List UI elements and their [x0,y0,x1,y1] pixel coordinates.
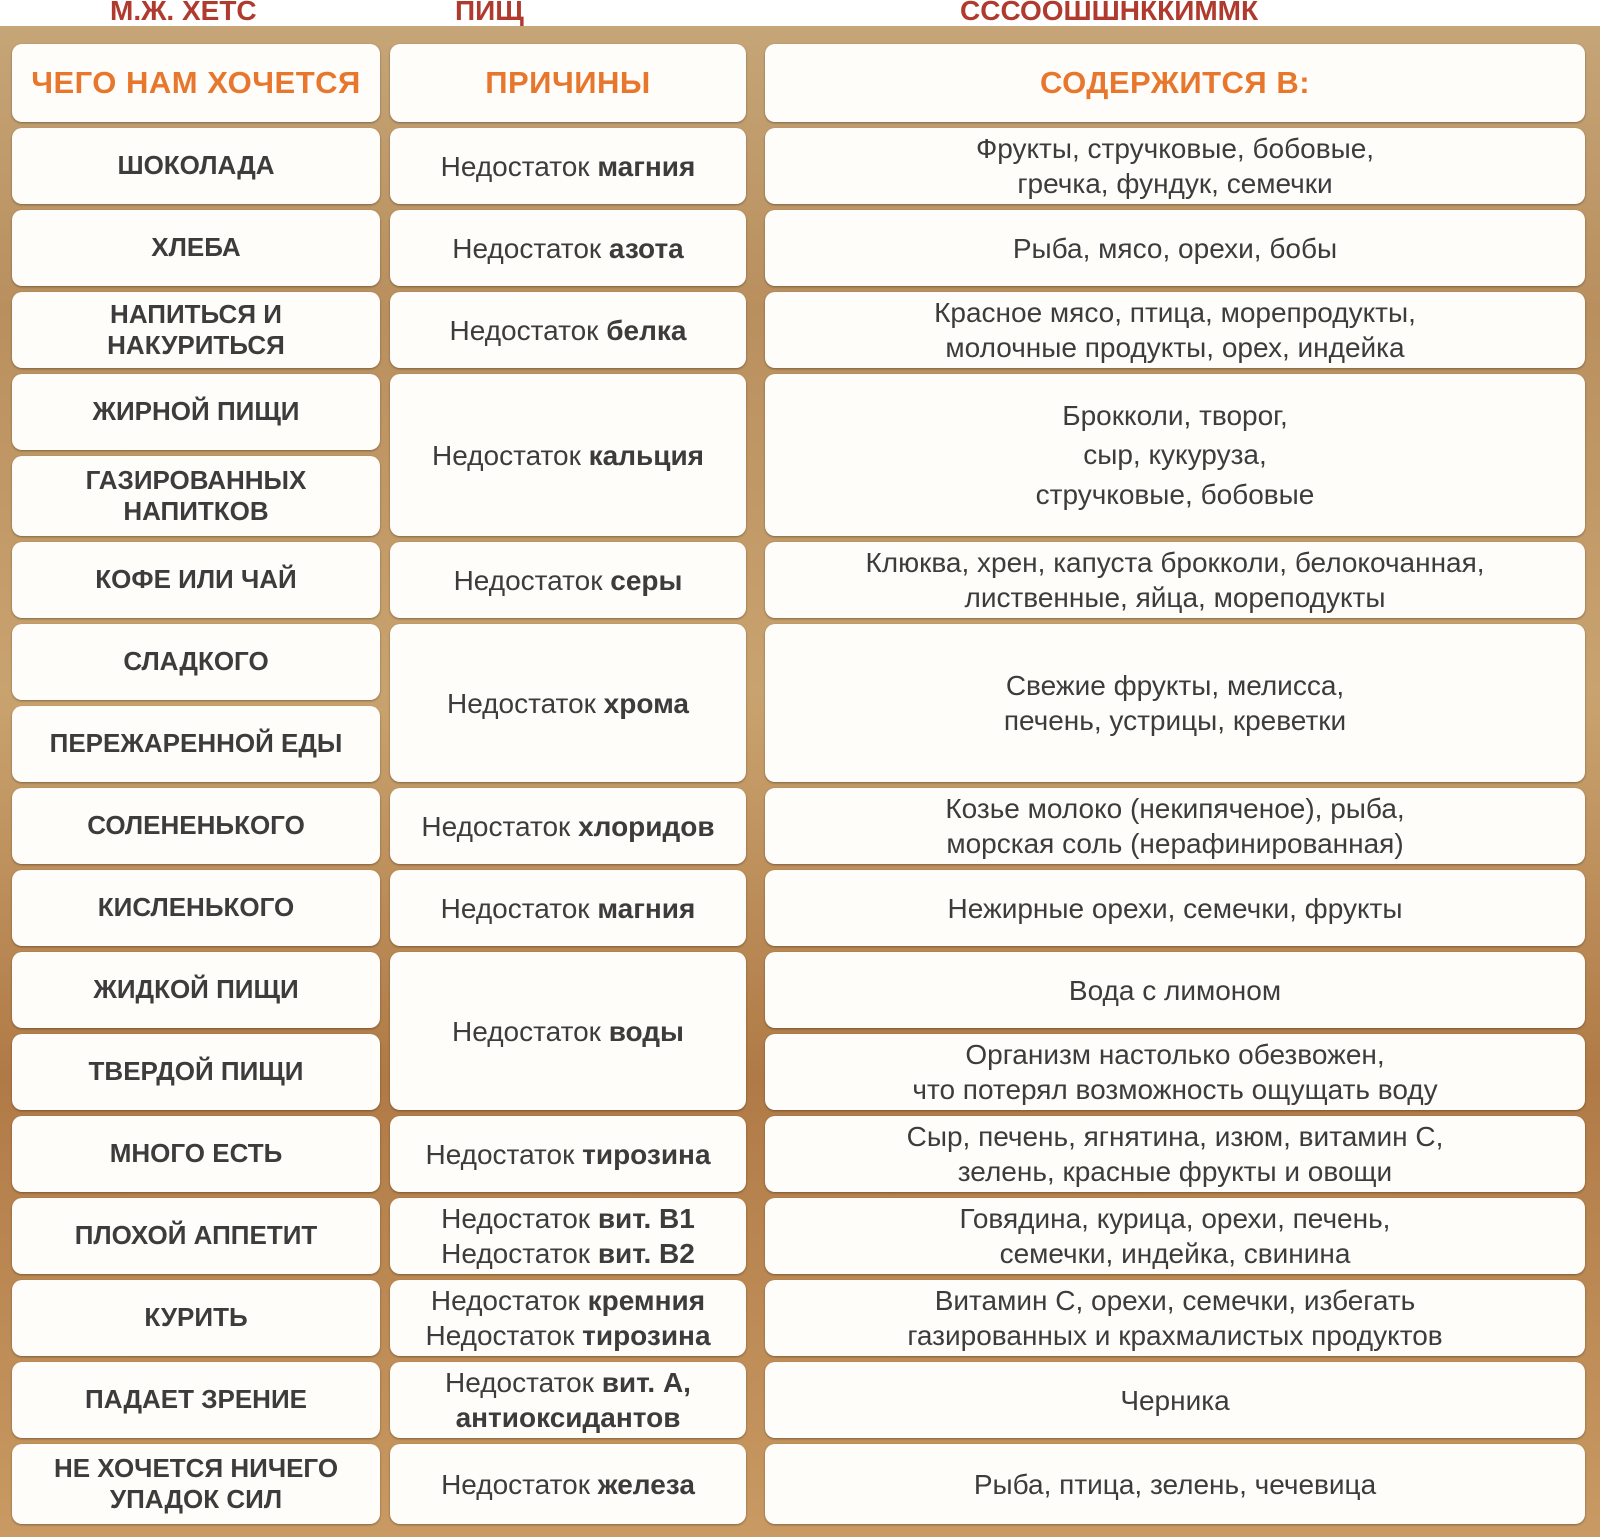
top-fragment-left: М.Ж. ХЕТС [110,0,257,26]
reason-nutrient: кальция [588,439,705,471]
want-text: УПАДОК СИЛ [109,1484,283,1514]
reason-prefix: Недостаток [449,314,599,346]
header-source: СОДЕРЖИТСЯ В: [765,44,1585,122]
source-line: Брокколи, творог, [1062,400,1288,432]
want-text: ГАЗИРОВАННЫХ НАПИТКОВ [85,464,307,526]
source-cell [765,1444,1585,1524]
source-line: печень, устрицы, креветки [1003,705,1347,736]
reason-cell [390,1116,746,1192]
source-line: Клюква, хрен, капуста брокколи, белокочанная, [865,547,1485,578]
source-line: семечки, индейка, свинина [999,1238,1351,1269]
source-line: Фрукты, стручковые, бобовые, [975,133,1375,164]
source-cell [765,624,1585,782]
reason-nutrient: азота [608,232,684,264]
reason-cell [390,788,746,864]
want-cell: ПЛОХОЙ АППЕТИТ [12,1198,380,1274]
source-line: газированных и крахмалистых продуктов [907,1320,1443,1351]
reason-prefix: Недостаток [431,439,581,471]
reason-nutrient: вит. А, [601,1367,691,1398]
source-cell [765,374,1585,536]
reason-nutrient: хлоридов [578,810,715,842]
reason-prefix: Недостаток [452,232,602,264]
want-cell: КОФЕ ИЛИ ЧАЙ [12,542,380,618]
source-line: Рыба, мясо, орехи, бобы [1012,232,1338,264]
source-line: Вода с лимоном [1068,974,1282,1006]
want-cell [12,1444,380,1524]
source-line: что потерял возможность ощущать воду [912,1074,1438,1105]
want-cell: ТВЕРДОЙ ПИЩИ [12,1034,380,1110]
reason-cell [390,210,746,286]
want-cell: ПЕРЕЖАРЕННОЙ ЕДЫ [12,706,380,782]
reason-cell [390,374,746,536]
reason-cell [390,1280,746,1356]
reason-nutrient: тирозина [582,1320,711,1351]
reason-cell [390,952,746,1110]
want-cell: ЖИРНОЙ ПИЩИ [12,374,380,450]
source-line: лиственные, яйца, мореподукты [964,582,1386,613]
source-line: молочные продукты, орех, индейка [945,332,1405,363]
want-text: НЕ ХОЧЕТСЯ НИЧЕГО [53,1452,339,1483]
header-reason: ПРИЧИНЫ [390,44,746,122]
reason-cell [390,1444,746,1524]
reason-cell [390,542,746,618]
source-line: Черника [1120,1384,1230,1416]
reason-nutrient: железа [597,1468,695,1500]
source-line: гречка, фундук, семечки [1017,168,1333,199]
reason-nutrient: магния [597,150,696,182]
source-cell [765,128,1585,204]
reason-cell [390,292,746,368]
reason-prefix: Недостаток [441,1238,591,1269]
want-cell: НАПИТЬСЯ И НАКУРИТЬСЯ [12,292,380,368]
reason-prefix: Недостаток [441,1203,591,1234]
reason-nutrient: кремния [587,1285,706,1316]
source-line: Рыба, птица, зелень, чечевица [973,1468,1377,1500]
source-cell [765,542,1585,618]
reason-prefix: Недостаток [421,810,571,842]
reason-nutrient: воды [608,1015,684,1047]
reason-nutrient: серы [610,564,683,596]
source-line: Организм настолько обезвожен, [965,1039,1385,1070]
source-cell [765,1280,1585,1356]
reason-nutrient: вит. В1 [597,1203,695,1234]
want-cell: ПАДАЕТ ЗРЕНИЕ [12,1362,380,1438]
top-fragment-right: СССООШШНККИММК [960,0,1259,26]
reason-prefix: Недостаток [440,150,590,182]
source-cell [765,1034,1585,1110]
want-cell: СЛАДКОГО [12,624,380,700]
source-cell [765,1116,1585,1192]
reason-prefix: Недостаток [452,1015,601,1047]
reason-prefix: Недостаток [440,892,590,924]
reason-nutrient: хрома [603,687,689,719]
top-fragment-middle: ПИЩ [455,0,524,26]
reason-cell [390,870,746,946]
reason-prefix: Недостаток [425,1138,575,1170]
source-line: Козье молоко (некипяченое), рыба, [945,793,1405,824]
reason-prefix: Недостаток [453,564,603,596]
reason-nutrient: белка [606,314,687,346]
reason-cell [390,128,746,204]
reason-nutrient: тирозина [582,1138,711,1170]
reason-nutrient: вит. В2 [597,1238,695,1269]
want-cell: ХЛЕБА [12,210,380,286]
source-line: Витамин С, орехи, семечки, избегать [934,1285,1416,1316]
source-line: стручковые, бобовые [1035,478,1315,510]
reason-prefix: Недостаток [425,1320,575,1351]
reason-cell [390,1198,746,1274]
source-cell [765,292,1585,368]
source-cell [765,1362,1585,1438]
want-cell: КУРИТЬ [12,1280,380,1356]
source-cell [765,1198,1585,1274]
source-line: сыр, кукуруза, [1083,439,1267,471]
header-want: ЧЕГО НАМ ХОЧЕТСЯ [12,44,380,122]
want-cell: СОЛЕНЕНЬКОГО [12,788,380,864]
reason-cell [390,624,746,782]
want-cell: КИСЛЕНЬКОГО [12,870,380,946]
source-line: зелень, красные фрукты и овощи [957,1156,1393,1187]
source-cell [765,788,1585,864]
source-line: Нежирные орехи, семечки, фрукты [947,892,1403,924]
source-cell [765,210,1585,286]
source-line: Свежие фрукты, мелисса, [1005,670,1345,701]
reason-nutrient: магния [597,892,696,924]
source-line: морская соль (нерафинированная) [946,828,1404,859]
reason-prefix: Недостаток [447,687,596,719]
reason-prefix: Недостаток [441,1468,590,1500]
reason-prefix: Недостаток [430,1285,580,1316]
want-cell: МНОГО ЕСТЬ [12,1116,380,1192]
source-line: Красное мясо, птица, морепродукты, [934,297,1416,328]
reason-nutrient: антиоксидантов [455,1402,681,1433]
source-line: Говядина, курица, орехи, печень, [959,1203,1391,1234]
source-cell [765,952,1585,1028]
source-cell [765,870,1585,946]
source-line: Сыр, печень, ягнятина, изюм, витамин С, [906,1121,1444,1152]
want-cell [12,456,380,536]
reason-prefix: Недостаток [445,1367,594,1398]
want-cell: ШОКОЛАДА [12,128,380,204]
reason-cell [390,1362,746,1438]
want-cell: ЖИДКОЙ ПИЩИ [12,952,380,1028]
